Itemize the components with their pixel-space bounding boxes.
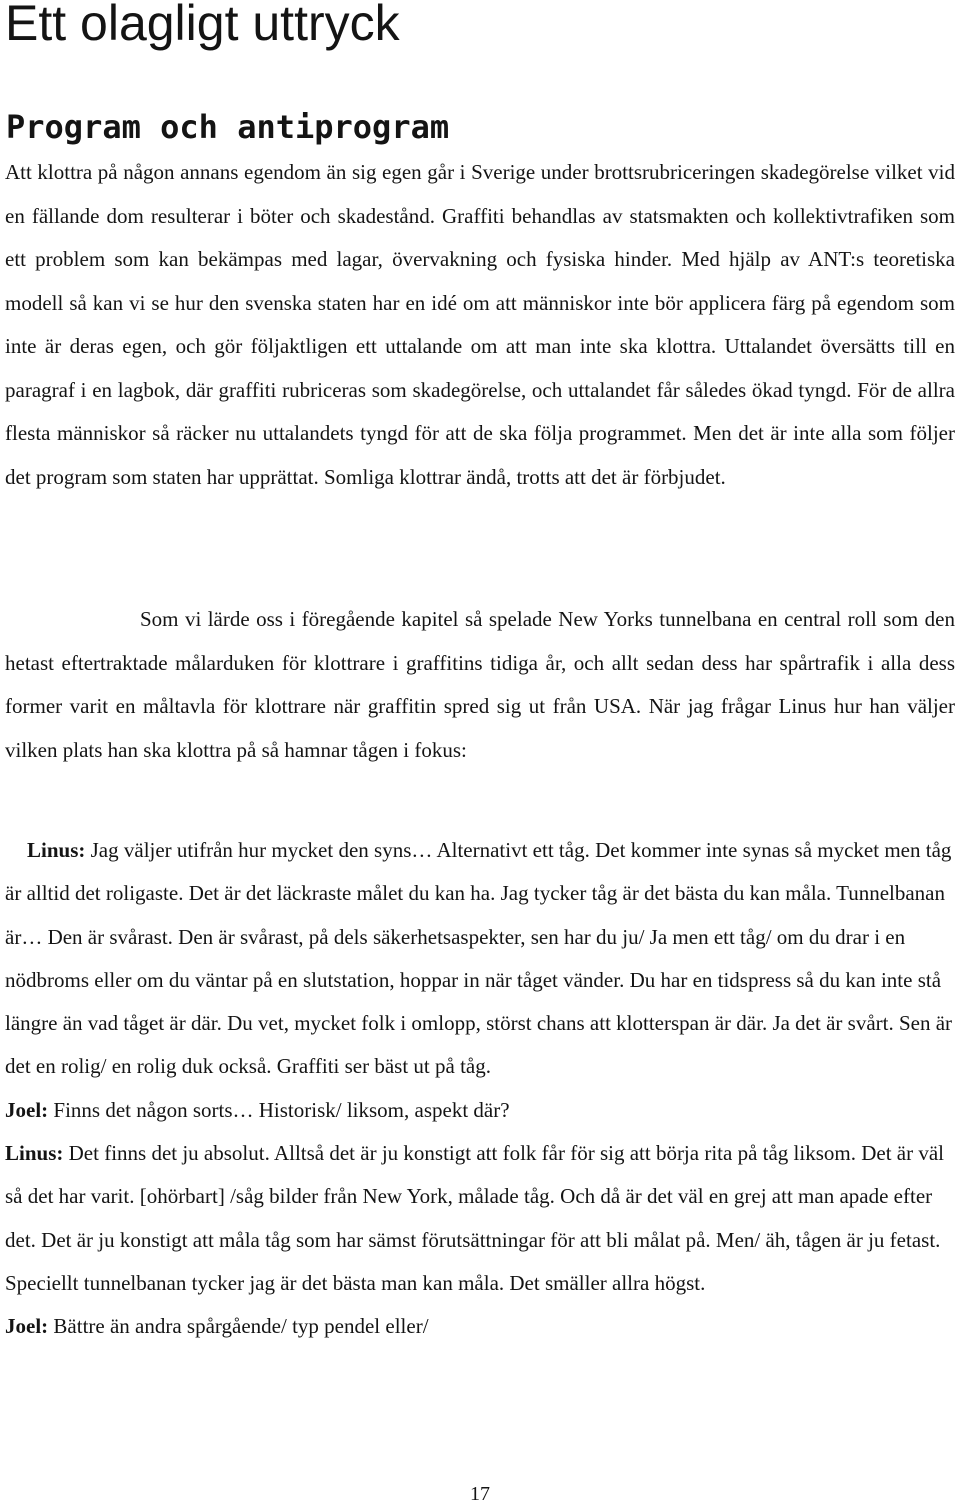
chapter-title: Ett olagligt uttryck (5, 0, 400, 51)
interview-turn (5, 1089, 955, 1132)
paragraph-tunnelbana: Som vi lärde oss i föregående kapitel så spelade New Yorks tunnelbana en central roll som den hetast eftertraktade målarduken för klottrare i graffitins tidiga år, och allt sedan dess har spårtrafik i alla dess former varit en måltavla för klottrare när graffitin spred sig ut från USA. När jag frågar Linus hur han väljer vilken plats han ska klottra på så hamnar tågen i fokus: (5, 607, 955, 762)
interview-turn (5, 1305, 955, 1348)
speaker-label: Joel: (5, 1097, 49, 1122)
interview-text: Det finns det ju absolut. Alltså det är ju konstigt att folk får för sig att börja rita på tåg liksom. Det är väl så det har varit. [ohörbart] /såg bilder från New York, målade tåg. Och då är det väl en grej att man apade efter det. Det är ju konstigt att måla tåg som har sämst förutsättningar för att bli målat på. Men/ äh, tågen är ju fetast. Speciellt tunnelbanan tycker jag är det bästa man kan måla. Det smäller allra högst. (5, 1141, 945, 1295)
page-number: 17 (470, 1483, 490, 1505)
interview-text: Jag väljer utifrån hur mycket den syns… Alternativt ett tåg. Det kommer inte synas så mycket men tåg är alltid det roligaste. Det är det läckraste målet du kan ha. Jag tycker tåg är det bästa du kan måla. Tunnelbanan är… Den är svårast. Den är svårast, på dels säkerhetsaspekter, sen har du ju/ Ja men ett tåg/ om du drar i en nödbroms eller om du väntar på en slutstation, hoppar in när tåget vänder. Du har en tidspress så du kan inte stå längre än vad tåget är där. Du vet, mycket folk i omlopp, störst chans att klotterspan är där. Ja det är svårt. Sen är det en rolig/ en rolig duk också. Graffiti ser bäst ut på tåg. (5, 838, 953, 1079)
interview-text: Bättre än andra spårgående/ typ pendel eller/ (53, 1314, 429, 1339)
interview-turn (5, 829, 955, 1089)
speaker-label: Linus: (5, 1141, 64, 1166)
paragraph-program: Att klottra på någon annans egendom än sig egen går i Sverige under brottsrubriceringen skadegörelse vilket vid en fällande dom resulterar i böter och skadestånd. Graffiti behandlas av statsmakten och kollektivtrafiken som ett problem som kan bekämpas med lagar, övervakning och fysiska hinder. Med hjälp av ANT:s teoretiska modell så kan vi se hur den svenska staten har en idé om att människor inte bör applicera färg på egendom som inte är deras egen, och gör följaktligen ett uttalande om att man inte ska klottra. Uttalandet översätts till en paragraf i en lagbok, där graffiti rubriceras som skadegörelse, och uttalandet får således ökad tyngd. För de allra flesta människor så räcker nu uttalandets tyngd för att de ska följa programmet. Men det är inte alla som följer det program som staten har upprättat. Somliga klottrar ändå, trotts att det är förbjudet. (5, 160, 955, 489)
interview-quote (5, 829, 955, 1349)
interview-text: Finns det någon sorts… Historisk/ liksom, aspekt där? (53, 1097, 510, 1122)
speaker-label: Linus: (27, 838, 86, 862)
section-heading: Program och antiprogram (6, 108, 450, 146)
speaker-label: Joel: (5, 1314, 49, 1339)
interview-turn (5, 1132, 955, 1305)
